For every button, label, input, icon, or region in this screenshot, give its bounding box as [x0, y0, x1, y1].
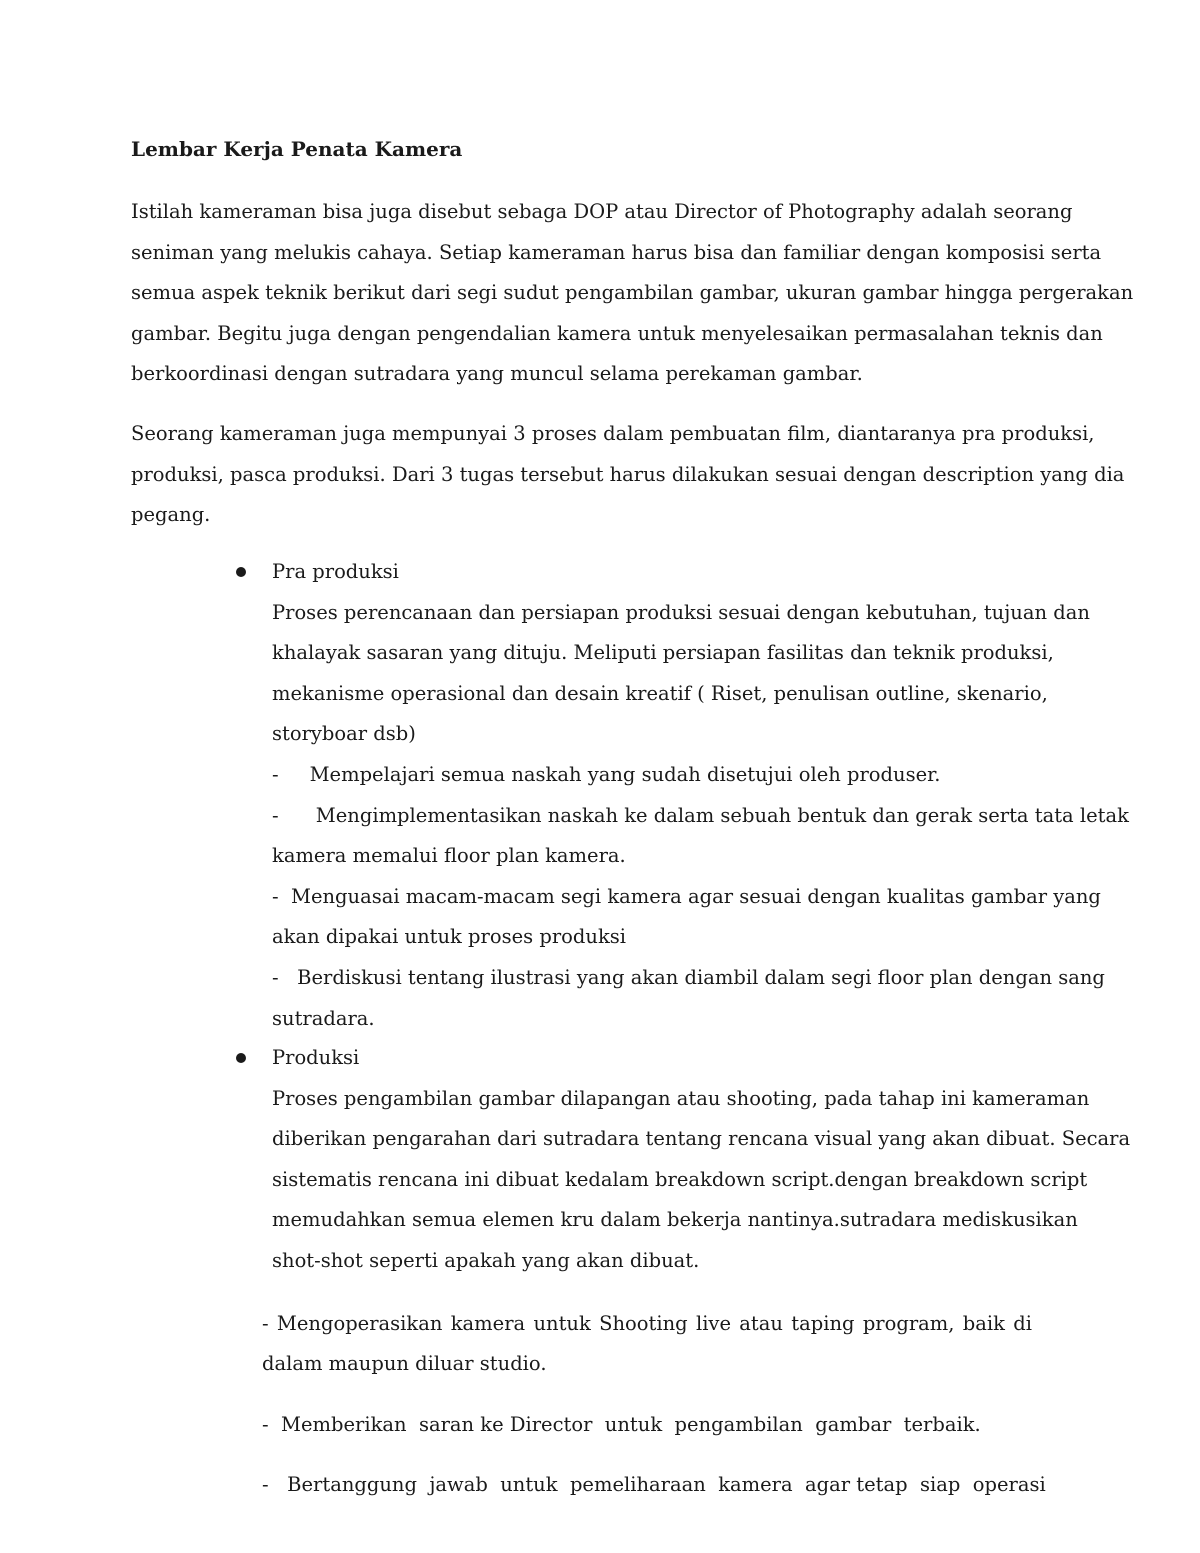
intro-line: berkoordinasi dengan sutradara yang muncul selama perekaman gambar.: [131, 362, 863, 386]
task-line: dalam maupun diluar studio.: [262, 1352, 547, 1375]
task-line: kamera memalui floor plan kamera.: [272, 844, 626, 868]
section-line: Proses perencanaan dan persiapan produksi sesuai dengan kebutuhan, tujuan dan: [272, 600, 1090, 624]
task-line: - Mengimplementasikan naskah ke dalam sebuah bentuk dan gerak serta tata letak: [272, 803, 1129, 827]
section-line: sistematis rencana ini dibuat kedalam breakdown script.dengan breakdown script: [272, 1167, 1088, 1191]
section-line: memudahkan semua elemen kru dalam bekerja nantinya.sutradara mediskusikan: [272, 1208, 1078, 1232]
section-line: diberikan pengarahan dari sutradara tentang rencana visual yang akan dibuat. Secara: [272, 1127, 1131, 1151]
produksi-task-3: [262, 1465, 1046, 1505]
section-heading: Pra produksi: [272, 560, 399, 583]
intro-line: semua aspek teknik berikut dari segi sudut pengambilan gambar, ukuran gambar hingga pergerakan: [131, 281, 1134, 305]
produksi-section: [272, 1038, 1131, 1282]
produksi-task-1: [262, 1304, 1032, 1384]
section-line: mekanisme operasional dan desain kreatif ( Riset, penulisan outline, skenario,: [272, 681, 1048, 705]
task-line: - Bertanggung jawab untuk pemeliharaan kamera agar tetap siap operasi: [262, 1473, 1046, 1496]
section-heading: Produksi: [272, 1046, 360, 1069]
section-line: khalayak sasaran yang dituju. Meliputi persiapan fasilitas dan teknik produksi,: [272, 641, 1054, 665]
task-line: - Memberikan saran ke Director untuk pengambilan gambar terbaik.: [262, 1413, 981, 1436]
task-line: akan dipakai untuk proses produksi: [272, 925, 626, 949]
process-line: produksi, pasca produksi. Dari 3 tugas tersebut harus dilakukan sesuai dengan description yang dia: [131, 462, 1125, 486]
pra-produksi-section: [272, 552, 1129, 1039]
intro-line: seniman yang melukis cahaya. Setiap kameraman harus bisa dan familiar dengan komposisi serta: [131, 240, 1102, 264]
task-line: - Menguasai macam-macam segi kamera agar sesuai dengan kualitas gambar yang: [272, 884, 1101, 908]
task-line: - Mempelajari semua naskah yang sudah disetujui oleh produser.: [272, 762, 941, 786]
intro-line: gambar. Begitu juga dengan pengendalian kamera untuk menyelesaikan permasalahan teknis dan: [131, 321, 1103, 345]
task-line: sutradara.: [272, 1006, 375, 1030]
section-line: Proses pengambilan gambar dilapangan atau shooting, pada tahap ini kameraman: [272, 1086, 1090, 1110]
task-line: - Berdiskusi tentang ilustrasi yang akan diambil dalam segi floor plan dengan sang: [272, 965, 1105, 989]
intro-paragraph: [131, 192, 1134, 395]
section-line: storyboar dsb): [272, 722, 416, 746]
bullet-dot: [236, 567, 246, 577]
process-paragraph: [131, 414, 1125, 536]
intro-line: Istilah kameraman bisa juga disebut sebaga DOP atau Director of Photography adalah seorang: [131, 200, 1073, 223]
task-line: - Mengoperasikan kamera untuk Shooting live atau taping program, baik di: [262, 1312, 1032, 1335]
page-title: Lembar Kerja Penata Kamera: [131, 137, 463, 161]
produksi-task-2: [262, 1405, 1032, 1445]
process-line: Seorang kameraman juga mempunyai 3 proses dalam pembuatan film, diantaranya pra produksi,: [131, 422, 1095, 445]
section-line: shot-shot seperti apakah yang akan dibuat.: [272, 1248, 700, 1272]
bullet-dot: [236, 1053, 246, 1063]
process-line: pegang.: [131, 503, 211, 527]
